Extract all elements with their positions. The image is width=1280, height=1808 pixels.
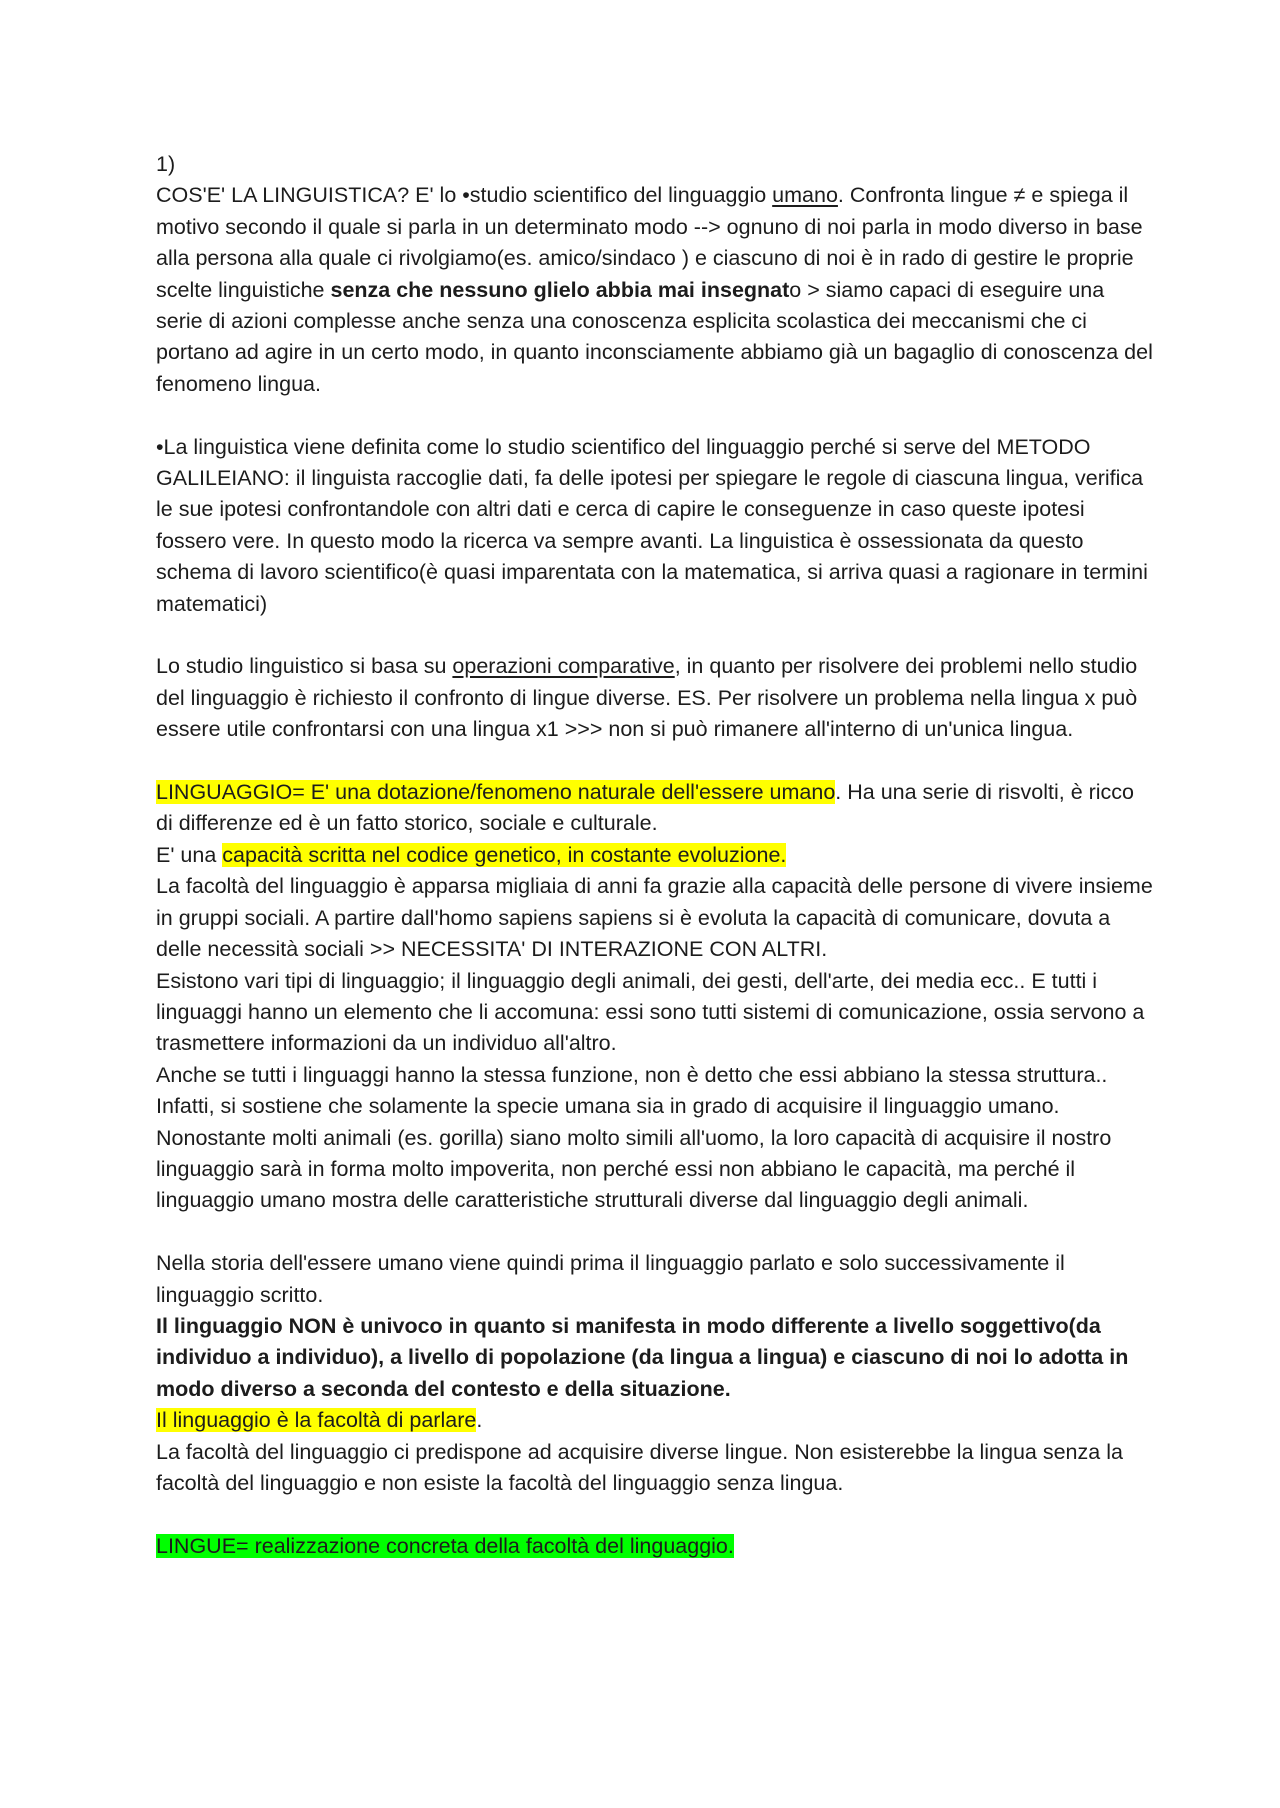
section-number: 1) [156,152,176,176]
spacer [156,746,1156,777]
intro-text-a: COS'E' LA LINGUISTICA? E' lo •studio scientifico del linguaggio [156,183,773,208]
intro-underlined-word: umano [772,183,838,208]
paragraph-struttura: Anche se tutti i linguaggi hanno la stessa funzione, non è detto che essi abbiano la stessa struttura.. Infatti, si sostiene che solamente la specie umana sia in grado di acquisire il linguaggio umano. Nonostante molti animali (es. gorilla) siano molto simili all'uomo, la loro capacità di acquisire il nostro linguaggio sarà in forma molto impoverita, non perché essi non abbiano le capacità, ma perché il linguaggio umano mostra delle caratteristiche strutturali diverse dal linguaggio degli animali. [156,1062,1112,1213]
spacer [156,1217,1156,1248]
paragraph-metodo: •La linguistica viene definita come lo studio scientifico del linguaggio perché si serve del METODO GALILEIANO: il linguista raccoglie dati, fa delle ipotesi per spiegare le regole di ciascuna lingua, verifica le sue ipotesi confrontandole con altri dati e cerca di capire le conseguenze in caso queste ipotesi fossero vere. In questo modo la ricerca va sempre avanti. La linguistica è ossessionata da questo schema di lavoro scientifico(è quasi imparentata con la matematica, si arriva quasi a ragionare in termini matematici) [156,434,1148,616]
linguaggio-text: . Ha una serie di risvolti, è ricco di differenze ed è un fatto storico, sociale e culturale. [156,780,1135,836]
paragraph-facolta: La facoltà del linguaggio è apparsa migliaia di anni fa grazie alla capacità delle persone di vivere insieme in gruppi sociali. A partire dall'homo sapiens sapiens si è evoluta la capacità di comunicare, dovuta a delle necessità sociali >> NECESSITA' DI INTERAZIONE CON ALTRI. [156,874,1153,962]
highlight-lingue: LINGUE= realizzazione concreta della facoltà del linguaggio. [156,1533,734,1558]
intro-bold-phrase: senza che nessuno glielo abbia mai insegnat [330,277,790,302]
comparative-underlined: operazioni comparative [452,654,675,679]
capacita-text: E' una [156,842,223,867]
paragraph-linguaggio-def [156,777,1156,840]
comparative-text-b: , in quanto per risolvere dei problemi nello studio del linguaggio è richiesto il confronto di lingue diverse. ES. Per risolvere un problema nella lingua x può essere utile confrontarsi con una lingua x1 >>> non si può rimanere all'interno di un'unica lingua. [156,654,1138,742]
paragraph-tipi: Esistono vari tipi di linguaggio; il linguaggio degli animali, dei gesti, dell'arte, dei media ecc.. E tutti i linguaggi hanno un elemento che li accomuna: essi sono tutti sistemi di comunicazione, ossia servono a trasmettere informazioni da un individuo all'altro. [156,968,1145,1056]
highlight-capacita: capacità scritta nel codice genetico, in costante evoluzione. [222,842,787,867]
document-page [156,149,1156,1562]
paragraph-univoco-bold: Il linguaggio NON è univoco in quanto si manifesta in modo differente a livello soggettivo(da individuo a individuo), a livello di popolazione (da lingua a lingua) e ciascuno di noi lo adotta in modo diverso a seconda del contesto e della situazione. [156,1313,1129,1401]
spacer [156,620,1156,651]
paragraph-storia: Nella storia dell'essere umano viene quindi prima il linguaggio parlato e solo successivamente il linguaggio scritto. [156,1251,1065,1307]
paragraph-capacita [156,840,1156,871]
highlight-linguaggio: LINGUAGGIO= E' una dotazione/fenomeno naturale dell'essere umano [156,780,836,805]
paragraph-facolta-parlare [156,1405,1156,1436]
paragraph-predispone: La facoltà del linguaggio ci predispone ad acquisire diverse lingue. Non esisterebbe la lingua senza la facoltà del linguaggio e non esiste la facoltà del linguaggio senza lingua. [156,1439,1123,1495]
highlight-facolta-parlare: Il linguaggio è la facoltà di parlare [156,1408,477,1433]
spacer [156,400,1156,431]
intro-text-b: . Confronta lingue ≠ e spiega il motivo secondo il quale si parla in un determinato modo --> ognuno di noi parla in modo diverso in base alla persona alla quale ci rivolgiamo(es. amico/sindaco ) e ciascuno di noi è in rado di gestire le proprie scelte linguistiche [156,183,1143,302]
paragraph-intro [156,180,1156,400]
paragraph-lingue [156,1531,1156,1562]
intro-text-c: o > siamo capaci di eseguire una serie di azioni complesse anche senza una conoscenza esplicita scolastica dei meccanismi che ci portano ad agire in un certo modo, in quanto inconsciamente abbiamo già un bagaglio di conoscenza del fenomeno lingua. [156,277,1153,396]
period: . [476,1408,483,1433]
paragraph-comparative [156,651,1156,745]
spacer [156,1499,1156,1530]
comparative-text-a: Lo studio linguistico si basa su [156,654,453,679]
